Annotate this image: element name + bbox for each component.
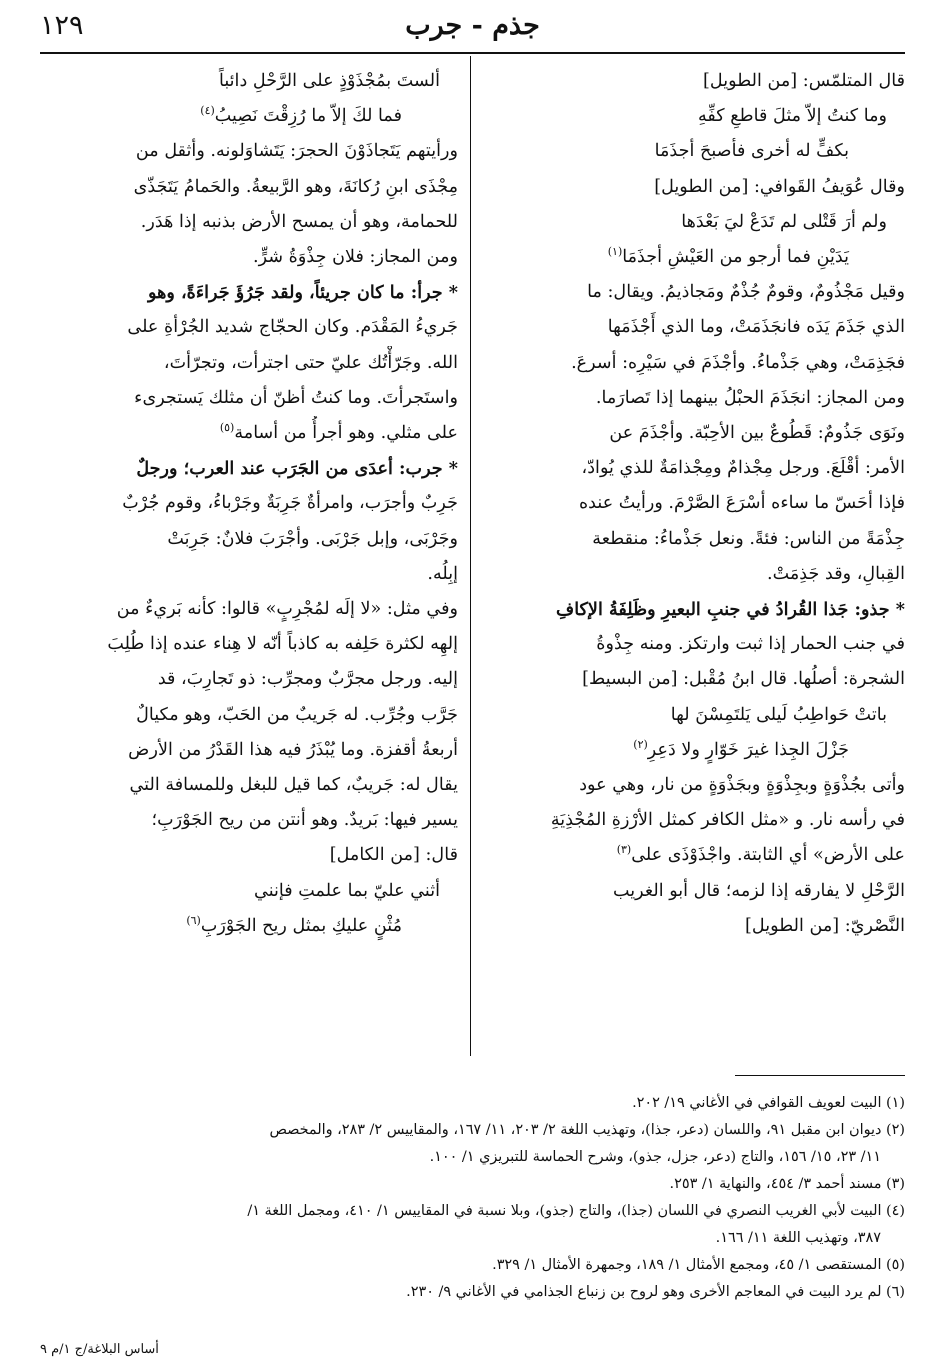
verse-line	[487, 733, 905, 768]
verse-text: مُثْنٍ عليكِ بمثل ريح الجَوْرَبِ	[200, 915, 402, 936]
verse-line: ألستَ بمُجْذَوْذٍ على الرَّحْلِ دائباً	[218, 71, 440, 91]
footnote: (١) البيت لعويف القوافي في الأغاني ١٩/ ٢٠٢.	[632, 1095, 905, 1111]
right-column	[487, 64, 905, 944]
verse-line: أثني عليّ بما علمتِ فإنني	[254, 880, 440, 901]
verse-text: فما لكَ إلاّ ما رُزِقْتَ نَصِيبُ	[214, 106, 402, 127]
verse-line	[40, 99, 458, 134]
text-line: ونَوَى جَذُومٌ: قَطُوعٌ بين الأحِبّة. وأجْذَمَ عن	[609, 423, 905, 444]
text-line: إلهِه لكثرة حَلِفه به كاذباً أنّه لا هِناء عنده إذا طُلِبَ	[107, 634, 458, 655]
text-line: فإذا أحَسّ ما ساءه أسْرَعَ الصَّرْمَ. ورأيتُ عنده	[578, 493, 905, 514]
text-line: مِجْذَى ابنِ رُكانَةَ، وهو الرَّبيعةُ. والحَمامُ يَتَجَذّى	[133, 176, 458, 197]
text-line: القِبالِ، وقد جَذِمَتْ.	[766, 563, 905, 584]
text-line: للحمامة، وهو أن يمسح الأرض بذنبه إذا هَدَر.	[140, 211, 458, 232]
text-line: وأتى بجُذْوَةٍ وبجِذْوَةٍ وبجَذْوَةٍ من نار، وهي عود	[579, 775, 905, 796]
footnote-rule	[735, 1075, 905, 1076]
line-text: على الأرض» أي الثابتة. واجْذَوْذَى على	[631, 845, 905, 866]
text-line: الشجرة: أصلُها. قال ابنُ مُقْبل: [من البسيط]	[582, 669, 905, 690]
line-text: على مثلي. وهو أجرأُ من أسامة	[234, 423, 458, 444]
verse-line: بكفٍّ له أخرى فأصبحَ أجذَمَا	[654, 141, 849, 162]
footnote: (٦) لم يرد البيت في المعاجم الأخرى وهو لروح بن زنباع الجذامي في الأغاني ٩/ ٢٣٠.	[406, 1284, 905, 1300]
text-line: إبِلُه.	[427, 563, 458, 584]
text-line: يقال له: جَريبٌ، كما قيل للبغل وللمسافة التي	[129, 775, 458, 796]
text-line: الرَّحْلِ لا يفارقه إذا لزمه؛ قال أبو الغريب	[612, 880, 905, 901]
footnote: (٣) مسند أحمد ٣/ ٤٥٤، والنهاية ١/ ٢٥٣.	[669, 1176, 905, 1192]
footnote: (٤) البيت لأبي الغريب النصري في اللسان (جذا)، والتاج (جذو)، وبلا نسبة في المقاييس ١/ ٤١٠، ومجمل اللغة ١/	[247, 1203, 905, 1219]
text-line: وفي مثل: «لا إلَه لمُجْرِبٍ» قالوا: كأنه بَريءٌ من	[116, 599, 458, 620]
entry-line: * جرأ: ما كان جريئاً، ولقد جَرُؤَ جَراءَةً، وهو	[147, 282, 458, 304]
text-line: النَّصْريّ: [من الطويل]	[745, 915, 905, 936]
text-line: قال: [من الكامل]	[329, 845, 458, 866]
text-line: في رأسه نار. و «مثل الكافر كمثل الأرْزةِ المُجْذِيَةِ	[550, 810, 905, 831]
verse-line: ولم أرَ قَتْلى لم تَدَعْ ليَ بَعْدَها	[681, 211, 887, 232]
footnote-ref: (١)	[607, 245, 623, 259]
text-line	[40, 416, 458, 451]
verse-line	[40, 909, 458, 944]
header-rule	[40, 52, 905, 54]
text-line: الذي جَذَمَ يَدَه فانجَذَمَتْ، وما الذي أَجْذَمَها	[607, 317, 905, 338]
text-line: جَريءُ المَقْدَم. وكان الحجّاج شديد الجُرْأةِ على	[127, 317, 458, 338]
text-line: أربعةُ أقفزة. وما يُبْذَرُ فيه هذا القَدْرُ من الأرض	[128, 739, 458, 760]
text-line: وجَرْبَى، وإبل جَرْبَى. وأجْرَبَ فلانٌ: جَرِبَتْ	[167, 528, 458, 549]
footnote: (٢) ديوان ابن مقبل ٩١، واللسان (دعر، جذا)، وتهذيب اللغة ٢/ ٢٠٣، ١١/ ١٦٧، والمقاييس ٢/ ٢٨٣، والمخصص	[269, 1122, 905, 1138]
text-line: الأمر: أقْلَعَ. ورجل مِجْذامٌ ومِجْذامَةٌ للذي يُوادّ،	[581, 458, 905, 479]
text-line: يسير فيها: بَريدٌ. وهو أنتن من ريح الجَوْرَبِ؛	[151, 810, 458, 831]
footnote-ref: (٤)	[200, 104, 215, 118]
footnote-ref: (٦)	[186, 914, 201, 928]
entry-line: * جرب: أعدَى من الجَرَب عند العرب؛ ورجلٌ	[136, 458, 458, 480]
text-line	[487, 838, 905, 873]
text-line: جِذْمَةً من الناس: فئةً. ونعل جَذْماءُ: منقطعة	[592, 528, 905, 549]
signature-mark: أساس البلاغة/ج ١/م ٩	[40, 1342, 159, 1357]
text-line: فجَذِمَتْ، وهي جَذْماءُ. وأجْذَمَ في سَيْرِه: أسرعَ.	[571, 352, 905, 373]
footnote-ref: (٥)	[219, 421, 235, 435]
text-line: وقيل مَجْذُومٌ، وقومٌ جُذْمٌ ومَجاذيمُ. ويقال: ما	[587, 282, 905, 303]
verse-text: يَدَيْنِ فما أرجو من العَيْشِ أجذَمَا	[622, 247, 849, 268]
running-head: جذم - جرب	[405, 10, 540, 41]
text-line: واستَجرأتَ. وما كنتُ أظنّ أن مثلك يَستجرىء	[134, 387, 458, 408]
text-line: جَرِبٌ وأجرَب، وامرأةٌ جَرِبَةٌ وجَرْباءُ، وقوم جُرْبٌ	[122, 493, 458, 514]
text-line: إليه. ورجل مجرَّبٌ ومجرِّب: ذو تَجارِبَ، قد	[157, 669, 458, 690]
footnote-ref: (٣)	[616, 843, 632, 857]
text-line: ومن المجاز: فلان جِذْوَةُ شرٍّ.	[253, 247, 458, 268]
footnote-ref: (٢)	[633, 738, 648, 751]
text-line: في جنب الحمار إذا ثبت وارتكز. ومنه جِذْوةُ	[596, 634, 905, 655]
verse-line: باتتْ حَواطِبُ لَيلى يَلتَمِسْنَ لها	[670, 704, 887, 725]
text-line: ورأيتهم يَتَجاذَوْنَ الحجرَ: يَتَشاوَلونه. وأثقل من	[135, 141, 458, 162]
page-number: ١٢٩	[40, 10, 84, 41]
entry-line: * جذو: جَذا القُرادُ في جنبِ البعيرِ وظَلِفَةُ الإكافِ	[555, 599, 905, 621]
text-line: وقال عُوَيفُ القَوافي: [من الطويل]	[654, 176, 905, 197]
verse-line: وما كنتُ إلاّ مثلَ قاطعِ كفِّهِ	[697, 106, 887, 127]
footnote: (٥) المستقصى ١/ ٤٥، ومجمع الأمثال ١/ ١٨٩، وجمهرة الأمثال ١/ ٣٢٩.	[492, 1257, 905, 1273]
verse-line	[487, 240, 905, 275]
footnotes	[40, 1090, 905, 1306]
footnote-continuation: ٣٨٧، وتهذيب اللغة ١١/ ١٦٦.	[715, 1230, 881, 1246]
text-line: جَرَّب وجُرِّب. له جَريبٌ من الحَبّ، وهو مكيالٌ	[136, 704, 458, 725]
footnote-continuation: ١١/ ٢٣، ١٥/ ١٥٦، والتاج (دعر، جزل، جذو)، وشرح الحماسة للتبريزي ١/ ١٠٠.	[429, 1149, 881, 1165]
text-line: قال المتلمّس: [من الطويل]	[703, 71, 905, 91]
text-line: الله. وجَرّأْتُك عليّ حتى اجترأت، وتجرّأتَ،	[163, 352, 458, 373]
text-line: ومن المجاز: انجَذَمَ الحبْلُ بينهما إذا تَصارَما.	[595, 387, 905, 408]
left-column	[40, 64, 458, 944]
verse-text: جَزْلَ الجِذا غيرَ خَوّارٍ ولا دَعِرِ	[647, 739, 849, 760]
column-divider	[470, 56, 471, 1056]
page-header	[40, 8, 905, 48]
